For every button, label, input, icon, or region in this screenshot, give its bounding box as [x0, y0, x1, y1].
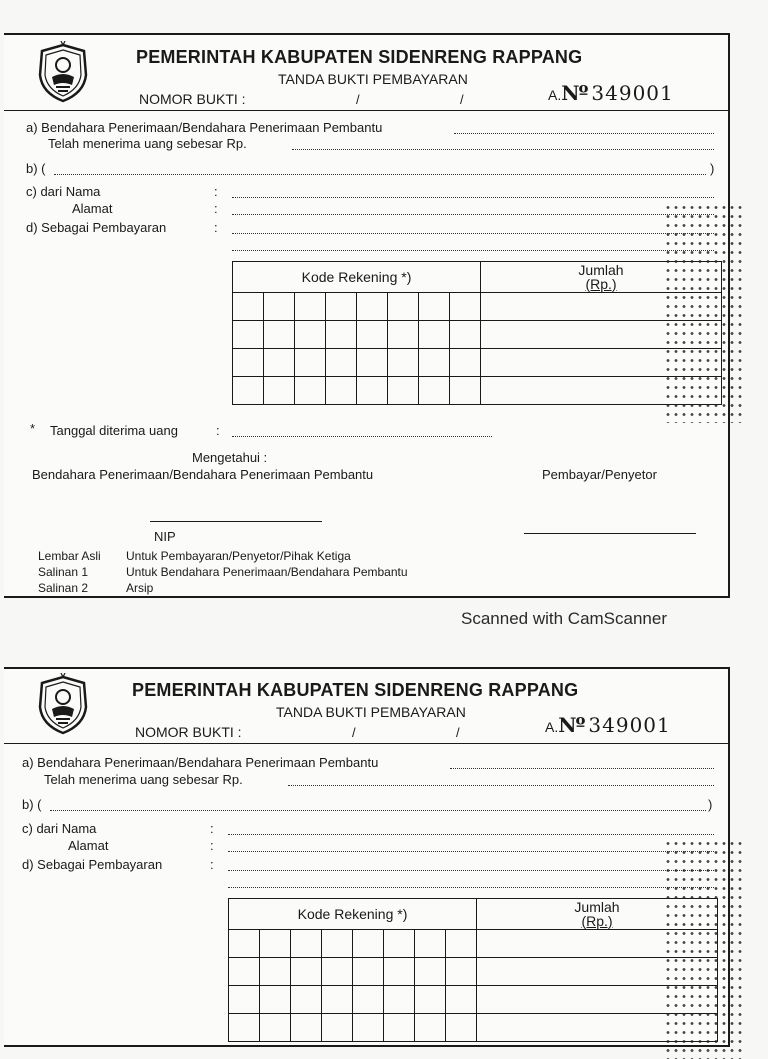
- field-bendahara[interactable]: [454, 133, 714, 134]
- copy-desc: Untuk Pembayaran/Penyetor/Pihak Ketiga: [126, 549, 351, 563]
- copy-desc: Arsip: [126, 581, 154, 595]
- tanggal-marker: *: [30, 421, 36, 436]
- field-amount[interactable]: [292, 149, 714, 150]
- field-alamat[interactable]: [232, 214, 714, 215]
- header-kode-rekening: Kode Rekening *): [233, 262, 481, 293]
- table-row[interactable]: [233, 349, 722, 377]
- line-a2: Telah menerima uang sebesar Rp.: [48, 136, 247, 151]
- nomor-slash-1: /: [352, 725, 356, 740]
- number-symbol: Nº: [561, 81, 588, 105]
- copy-label: Salinan 1: [38, 565, 89, 579]
- line-c-alamat: Alamat: [68, 838, 109, 853]
- header-jumlah-label: Jumlah: [574, 899, 620, 915]
- regency-crest-icon: [34, 41, 92, 103]
- series-prefix: A.: [545, 719, 559, 735]
- regency-crest-icon: [34, 673, 92, 735]
- scan-speckle-noise: [664, 839, 744, 1059]
- form-title: PEMERINTAH KABUPATEN SIDENRENG RAPPANG: [136, 47, 583, 67]
- table-row[interactable]: [233, 293, 722, 321]
- header-jumlah-unit: (Rp.): [581, 913, 613, 929]
- field-pembayaran-1[interactable]: [228, 870, 714, 871]
- form-subtitle: TANDA BUKTI PEMBAYARAN: [278, 71, 468, 87]
- number-symbol: Nº: [558, 713, 585, 737]
- colon: :: [216, 423, 220, 438]
- line-b-open: b) (: [22, 797, 42, 812]
- kode-rekening-table: [228, 898, 718, 1042]
- line-d-label: d) Sebagai Pembayaran: [26, 220, 167, 235]
- line-c-alamat: Alamat: [72, 201, 113, 216]
- serial-digits: 349001: [588, 713, 671, 737]
- form-subtitle: TANDA BUKTI PEMBAYARAN: [276, 704, 466, 720]
- line-c-label: c) dari Nama: [22, 821, 97, 836]
- colon: :: [214, 184, 218, 199]
- form-title: PEMERINTAH KABUPATEN SIDENRENG RAPPANG: [132, 680, 579, 700]
- pembayar-signature-line[interactable]: [524, 533, 696, 534]
- camscanner-watermark: Scanned with CamScanner: [461, 609, 668, 628]
- field-amount-words[interactable]: [50, 810, 706, 811]
- serial-number: [548, 81, 674, 105]
- receipt-form-top: [4, 33, 730, 598]
- header-divider: [4, 110, 728, 111]
- field-pembayaran-2[interactable]: [232, 250, 714, 251]
- line-a2: Telah menerima uang sebesar Rp.: [44, 772, 243, 787]
- nomor-slash-2: /: [460, 92, 464, 107]
- field-amount-words[interactable]: [54, 174, 706, 175]
- field-pembayaran-2[interactable]: [228, 887, 714, 888]
- nip-label: NIP: [154, 529, 176, 544]
- header-kode-rekening: Kode Rekening *): [229, 899, 477, 930]
- receipt-form-bottom: [4, 667, 730, 1047]
- table-row[interactable]: [229, 958, 718, 986]
- nomor-bukti-label: NOMOR BUKTI :: [139, 91, 246, 107]
- copy-label: Salinan 2: [38, 581, 89, 595]
- colon: :: [210, 857, 214, 872]
- field-nama[interactable]: [232, 197, 714, 198]
- colon: :: [210, 838, 214, 853]
- header-divider: [4, 743, 728, 744]
- table-row[interactable]: [233, 321, 722, 349]
- field-bendahara[interactable]: [450, 768, 714, 769]
- header-jumlah-unit: (Rp.): [585, 276, 617, 292]
- field-alamat[interactable]: [228, 851, 714, 852]
- line-b-close: ): [710, 161, 715, 176]
- nomor-slash-1: /: [356, 92, 360, 107]
- kode-rekening-table: [232, 261, 722, 405]
- line-d-label: d) Sebagai Pembayaran: [22, 857, 163, 872]
- line-a1: a) Bendahara Penerimaan/Bendahara Penerimaan Pembantu: [26, 120, 383, 135]
- tanggal-label: Tanggal diterima uang: [50, 423, 178, 438]
- field-amount[interactable]: [288, 785, 714, 786]
- field-pembayaran-1[interactable]: [232, 233, 714, 234]
- bendahara-signature-line[interactable]: [150, 521, 322, 522]
- table-row[interactable]: [229, 986, 718, 1014]
- table-row[interactable]: [233, 377, 722, 405]
- line-b-open: b) (: [26, 161, 46, 176]
- table-header-row: [233, 262, 722, 293]
- pembayar-signatory: Pembayar/Penyetor: [542, 467, 657, 482]
- table-header-row: [229, 899, 718, 930]
- line-b-close: ): [708, 797, 713, 812]
- table-row[interactable]: [229, 930, 718, 958]
- copy-desc: Untuk Bendahara Penerimaan/Bendahara Pembantu: [126, 565, 408, 579]
- nomor-bukti-label: NOMOR BUKTI :: [135, 724, 242, 740]
- field-nama[interactable]: [228, 834, 714, 835]
- colon: :: [214, 220, 218, 235]
- bendahara-signatory: Bendahara Penerimaan/Bendahara Penerimaan Pembantu: [32, 467, 374, 482]
- serial-digits: 349001: [591, 81, 674, 105]
- serial-number: [545, 713, 671, 737]
- mengetahui-label: Mengetahui :: [192, 450, 268, 465]
- line-a1: a) Bendahara Penerimaan/Bendahara Penerimaan Pembantu: [22, 755, 379, 770]
- line-c-label: c) dari Nama: [26, 184, 101, 199]
- series-prefix: A.: [548, 87, 562, 103]
- colon: :: [214, 201, 218, 216]
- field-tanggal[interactable]: [232, 436, 492, 437]
- copy-label: Lembar Asli: [38, 549, 101, 563]
- nomor-slash-2: /: [456, 725, 460, 740]
- scan-speckle-noise: [664, 203, 744, 423]
- table-row[interactable]: [229, 1014, 718, 1042]
- header-jumlah-label: Jumlah: [578, 262, 624, 278]
- colon: :: [210, 821, 214, 836]
